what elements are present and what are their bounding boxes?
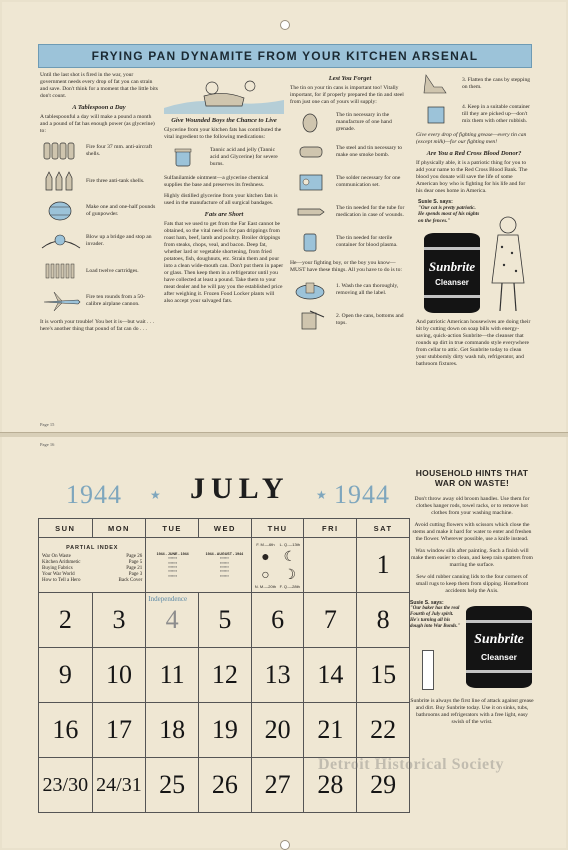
day-cell: 10 <box>92 648 146 703</box>
year-left: 1944 <box>66 480 122 509</box>
hint-item: Sew old rubber canning lids to the four corners of small rugs to keep them from slipping. Homefront accidents help the Axis. <box>415 574 529 594</box>
page-number-top: Page 15 <box>40 422 55 427</box>
day-cell: 28 <box>304 758 357 813</box>
day-cell: 14 <box>304 648 357 703</box>
day-cell: 18 <box>146 703 199 758</box>
hint-item: Don't throw away old broom handles. Use them for clothes hanger rods, towel racks, or to remove hot clothes from your washing machine. <box>414 496 530 516</box>
heading-lest-you-forget: Lest You Forget <box>328 75 372 82</box>
last-quarter-icon: ☾ <box>283 547 297 564</box>
fats-text: Fats that we used to get from the Far East cannot be obtained, so the vital need is for pan drippings from roast ham, beef, lamb and poultry. Broiler drippings from steaks, chops, veal, and bacon. Deep fat, whether lard or vegetable shortening, from fried potatoes, fish, doughnuts, etc. Strain them and pour into a clean wide-mouth can. Don't put them in paper or glass. Then keep them in a refrigerator until you have collected at least a pound. Take them to your meat dealer and he will pay you the established price after weighing it. Frozen Food Locker plants will also accept your salvaged fats. <box>164 221 284 304</box>
hint-item: Avoid cutting flowers with scissors which close the stems and make it hard for water to enter and freshen the flower. Wherever possible, use a knife instead. <box>412 522 532 542</box>
can-opener-icon <box>290 309 332 331</box>
tin-intro: The tin on your tin cans is important too! Vitally important, for if properly prepared the tin and steel from just one can of yours will supply: <box>290 85 404 105</box>
sunbrite-text: And patriotic American housewives are doing their bit by cutting down on soap bills with energy-saving, quick-action Sunbrite—the cleanser that rounds up dirt in true commando style everywhere from cellar to attic. Get Sunbrite today to clean your stubbornly dirty wash tub, refrigerator, and bathroom fixtures. <box>416 319 531 367</box>
new-moon-icon: ○ <box>261 565 270 582</box>
list-item: The solder necessary for one communication set. <box>290 170 410 194</box>
holiday-label: Independence <box>148 595 188 603</box>
day-cell: 17 <box>92 703 146 758</box>
hint-item: Wax window sills after painting. Such a finish will make them easier to clean, and keep rain spatters from marring the surface. <box>411 548 533 568</box>
heading-fats-short: Fats are Short <box>204 211 244 218</box>
gunpowder-keg-icon <box>40 200 82 222</box>
list-item: Tannic acid and jelly (Tannic acid and Glycerine) for severe burns. <box>164 145 284 169</box>
right-column <box>290 72 410 338</box>
day-cell: 22 <box>357 703 410 758</box>
plasma-container-icon <box>290 231 332 253</box>
blood-donor-text: If physically able, it is a patriotic thing for you to add your name to the Red Cross Blood Bank. The blood you donate will save the life of some American boy who is fighting for his life and for his dear ones home in America. <box>416 160 528 194</box>
intro-text: Until the last shot is fired in the war, your government needs every drop of fat you can strain and save. Don't think for a moment that the little bits don't count. <box>40 72 158 99</box>
sunbrite-ad-top <box>416 199 532 319</box>
susie-quote-2: "Our baker has the real Fourth of July spirit. He's turning all his dough into War Bonds." <box>410 606 461 629</box>
day-cell: 5 <box>199 593 252 648</box>
day-header: SUN <box>39 519 93 538</box>
cartridges-icon <box>40 260 82 282</box>
day-cell: 11 <box>146 648 199 703</box>
airplane-icon <box>40 290 82 312</box>
partial-index <box>39 538 146 593</box>
day-cell: 7 <box>304 593 357 648</box>
day-cell: 27 <box>251 758 304 813</box>
day-cell: 16 <box>39 703 93 758</box>
banner <box>38 44 532 68</box>
jar-icon <box>164 146 206 168</box>
heading-tablespoon: A Tablespoon a Day <box>72 104 126 111</box>
day-cell: 13 <box>251 648 304 703</box>
index-row: Your War World Page 3 <box>42 572 143 578</box>
banner-title: FRYING PAN DYNAMITE FROM YOUR KITCHEN ARSENAL <box>91 49 479 63</box>
list-item: The tin needed for sterile container for blood plasma. <box>290 230 410 254</box>
index-row: How to Tell a Hero Back Cover <box>42 578 143 584</box>
day-cell: 20 <box>251 703 304 758</box>
list-item: Load twelve cartridges. <box>40 259 158 283</box>
lead-text: A tablespoonful a day will make a pound a month and a pound of fat has enough power (as glycerine) to: <box>40 114 155 134</box>
day-cell: 21 <box>304 703 357 758</box>
index-row: War On Waste Page 26 <box>42 553 143 559</box>
candle-icon <box>422 650 434 690</box>
radio-set-icon <box>290 171 332 193</box>
day-cell: 9 <box>39 648 93 703</box>
tube-icon <box>290 201 332 223</box>
can-brand-2: Sunbrite <box>474 632 524 647</box>
day-cell: 24/31 <box>92 758 146 813</box>
moon-phase-label: F. M.—6th <box>256 541 275 547</box>
watermark: Detroit Historical Society <box>318 756 504 773</box>
star-icon: ★ <box>316 488 327 502</box>
day-header: TUE <box>146 519 199 538</box>
hanging-hole-top <box>280 20 290 30</box>
day-header: THU <box>251 519 304 538</box>
year-right: 1944 <box>334 480 390 509</box>
day-cell <box>304 538 357 593</box>
first-quarter-icon: ☽ <box>283 565 297 582</box>
day-header: FRI <box>304 519 357 538</box>
day-cell: 23/30 <box>39 758 93 813</box>
susie-title-2: Susie S. says: <box>410 600 444 606</box>
hints-title: HOUSEHOLD HINTS THAT WAR ON WASTE! <box>415 468 529 488</box>
moon-phase-label: F. Q.—28th <box>279 583 300 589</box>
medication-bandages: Highly distilled glycerine from your kitchen fats is used in the manufacture of all surgical bandages. <box>164 193 278 206</box>
day-header: WED <box>199 519 252 538</box>
list-item: Fire ten rounds from a 50-calibre airplane cannon. <box>40 289 158 313</box>
far-right-column <box>416 72 532 372</box>
anti-tank-shells-icon <box>40 170 82 192</box>
day-cell: 26 <box>199 758 252 813</box>
month-title: JULY <box>190 472 290 505</box>
day-cell: 19 <box>199 703 252 758</box>
grenade-icon <box>290 111 332 133</box>
must-have-text: He—your fighting boy, or the boy you know—MUST have these things. All you have to do is to: <box>290 260 402 273</box>
list-item: 2. Open the cans, bottoms and tops. <box>290 308 410 332</box>
index-row: Buying Fabrics Page 21 <box>42 566 143 571</box>
medication-sulfa: Sulfanilamide ointment—a glycerine chemical supplies the base and preserves its freshness. <box>164 175 269 188</box>
star-icon: ★ <box>150 488 161 502</box>
index-row: Kitchen Arithmetic Page 5 <box>42 559 143 565</box>
household-hints <box>410 468 534 731</box>
moon-phases <box>251 538 304 593</box>
list-item: The tin necessary in the manufacture of one hand grenade. <box>290 110 410 134</box>
susie-title: Susie S. says: <box>418 199 453 205</box>
middle-column <box>164 72 284 309</box>
moon-phase-label: L. Q.—13th <box>279 541 301 547</box>
page-number-bottom: Page 16 <box>40 442 55 447</box>
day-cell: 2 <box>39 593 93 648</box>
day-cell: 29 <box>357 758 410 813</box>
shells-icon <box>40 140 82 162</box>
day-header: MON <box>92 519 146 538</box>
list-item: Make one and one-half pounds of gunpowder. <box>40 199 158 223</box>
left-column <box>40 72 158 337</box>
cleanser-can <box>424 233 480 313</box>
day-cell: Independence 4 <box>146 593 199 648</box>
day-cell: 8 <box>357 593 410 648</box>
hanging-hole-bottom <box>280 840 290 850</box>
day-cell: 1 <box>357 538 410 593</box>
can-name-2: Cleanser <box>481 652 517 662</box>
sunbrite-ad-bottom <box>410 600 534 692</box>
can-name: Cleanser <box>435 278 469 287</box>
list-item: 3. Flatten the cans by stepping on them. <box>416 72 532 96</box>
medications-intro: Glycerine from your kitchen fats has contributed the vital ingredient to the following medications: <box>164 127 282 140</box>
sunbrite-closing: Sunbrite is always the first line of attack against grease and dirt. Buy Sunbrite today. Use it on sinks, tubs, bathrooms and refrigerators with a free light, easy swish of the wrist. <box>410 698 534 725</box>
cleanser-can-2 <box>466 606 532 688</box>
list-item: Blow up a bridge and stop an invader. <box>40 229 158 253</box>
full-moon-icon: ● <box>261 547 270 564</box>
list-item: Fire three anti-tank shells. <box>40 169 158 193</box>
day-cell: 25 <box>146 758 199 813</box>
list-item: 4. Keep in a suitable container till they are picked up—don't mix them with other rubbish. <box>416 102 532 126</box>
closing-text: It is worth your trouble! You bet it is—but wait . . . here's another thing that pound of fat can do . . . <box>40 319 155 332</box>
moon-phase-label: N. M.—20th <box>254 583 277 589</box>
flatten-can-icon <box>416 73 458 95</box>
day-header: SAT <box>357 519 410 538</box>
day-cell: 12 <box>199 648 252 703</box>
day-cell: 3 <box>92 593 146 648</box>
mini-calendar-june: 1944 - JUNE - 1944 ▪▪▪▪▪▪▪ ▪▪▪▪▪▪▪ ▪▪▪▪▪▪▪ ▪▪▪▪▪▪▪ ▪▪▪▪▪▪▪ <box>156 551 189 578</box>
motto-text: Give every drop of fighting grease—every tin can (except milk)—for our fighting men! <box>416 132 527 145</box>
susie-quote: "Our cat is pretty patriotic. He spends most of his nights on the fences." <box>418 205 480 224</box>
mini-calendar-august: 1944 - AUGUST - 1944 ▪▪▪▪▪▪▪ ▪▪▪▪▪▪▪ ▪▪▪▪▪▪▪ ▪▪▪▪▪▪▪ ▪▪▪▪▪▪▪ <box>205 551 244 578</box>
heading-blood-donor: Are You a Red Cross Blood Donor? <box>426 150 522 157</box>
day-cell: 6 <box>251 593 304 648</box>
can-brand: Sunbrite <box>428 259 476 274</box>
day-cell: 15 <box>357 648 410 703</box>
list-item: The steel and tin necessary to make one smoke bomb. <box>290 140 410 164</box>
list-item: Fire four 37 mm. anti-aircraft shells. <box>40 139 158 163</box>
list-item: The tin needed for the tube for medication in case of wounds. <box>290 200 410 224</box>
index-title: PARTIAL INDEX <box>66 545 119 552</box>
smoke-bomb-icon <box>290 141 332 163</box>
list-item: 1. Wash the can thoroughly, removing all the label. <box>290 278 410 302</box>
bridge-explosion-icon <box>40 230 82 252</box>
page-fold <box>0 432 568 437</box>
heading-wounded-boys: Give Wounded Boys the Chance to Live <box>171 117 277 124</box>
mini-calendars <box>146 538 251 593</box>
susie-figure-icon <box>486 213 530 317</box>
wounded-soldier-illustration <box>164 72 284 114</box>
container-icon <box>416 103 458 125</box>
washing-can-icon <box>290 279 332 301</box>
